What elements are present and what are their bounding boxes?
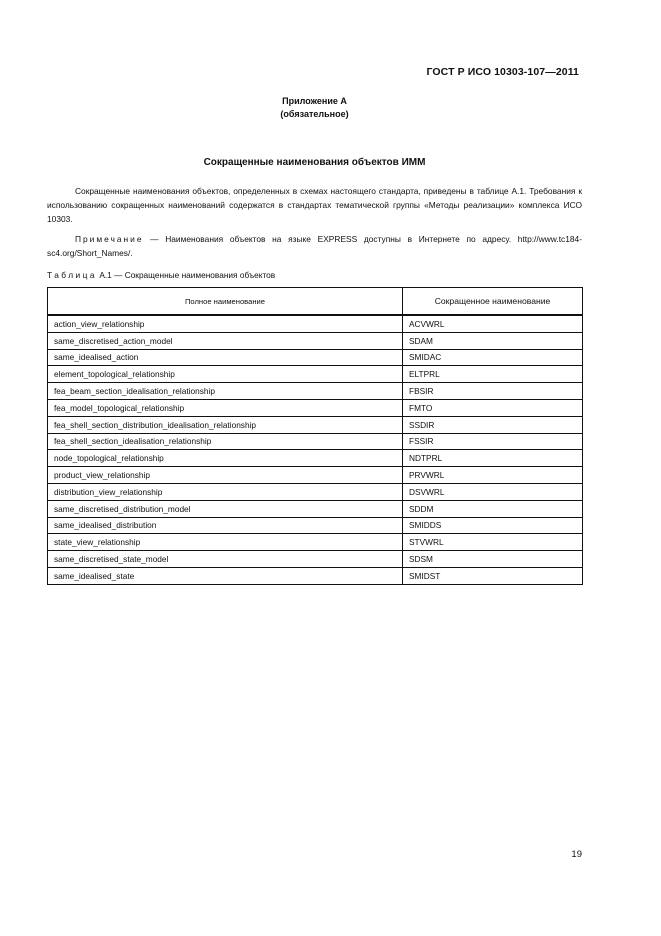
table-caption-label: Таблица: [47, 270, 98, 280]
cell-full-name: distribution_view_relationship: [48, 483, 403, 500]
table-caption-text: А.1 — Сокращенные наименования объектов: [99, 270, 276, 280]
table-row: [48, 517, 583, 534]
cell-full-name: same_idealised_distribution: [48, 517, 403, 534]
cell-short-name: PRVWRL: [403, 467, 583, 484]
cell-full-name: element_topological_relationship: [48, 366, 403, 383]
cell-full-name: same_discretised_distribution_model: [48, 500, 403, 517]
table-row: [48, 467, 583, 484]
cell-short-name: FSSIR: [403, 433, 583, 450]
table-row: [48, 315, 583, 332]
cell-short-name: SDAM: [403, 332, 583, 349]
short-names-table: [47, 287, 583, 585]
header-full-name: Полное наименование: [48, 288, 403, 316]
table-row: [48, 433, 583, 450]
table-row: [48, 483, 583, 500]
table-row: [48, 383, 583, 400]
cell-full-name: fea_model_topological_relationship: [48, 399, 403, 416]
cell-short-name: SDDM: [403, 500, 583, 517]
intro-paragraph-text: Сокращенные наименования объектов, определенных в схемах настоящего стандарта, приведены в таблице А.1. Требования к использованию сокращенных наименований содержатся в стандартах тематической группы «Методы реализации» комплекса ИСО 10303.: [47, 186, 582, 224]
cell-full-name: same_discretised_state_model: [48, 551, 403, 568]
document-code: ГОСТ Р ИСО 10303-107—2011: [426, 66, 579, 78]
intro-paragraph: [47, 184, 582, 226]
cell-full-name: fea_shell_section_distribution_idealisation_relationship: [48, 416, 403, 433]
table-row: [48, 332, 583, 349]
cell-short-name: SSDIR: [403, 416, 583, 433]
table-row: [48, 399, 583, 416]
note-text: — Наименования объектов на языке EXPRESS доступны в Интернете по адресу. http://www.tc184-sc4.org/Short_Names/.: [47, 234, 582, 258]
cell-full-name: fea_shell_section_idealisation_relationship: [48, 433, 403, 450]
note-label: Примечание: [75, 234, 144, 244]
cell-full-name: product_view_relationship: [48, 467, 403, 484]
table-header-row: [48, 288, 583, 316]
cell-short-name: SMIDDS: [403, 517, 583, 534]
cell-short-name: ELTPRL: [403, 366, 583, 383]
note-paragraph: [47, 232, 582, 260]
table-row: [48, 416, 583, 433]
section-heading: Сокращенные наименования объектов ИММ: [203, 157, 426, 168]
cell-short-name: SMIDST: [403, 567, 583, 584]
table-row: [48, 450, 583, 467]
cell-full-name: state_view_relationship: [48, 534, 403, 551]
cell-short-name: ACVWRL: [403, 315, 583, 332]
appendix-status: (обязательное): [280, 109, 349, 119]
cell-full-name: node_topological_relationship: [48, 450, 403, 467]
table-row: [48, 500, 583, 517]
cell-full-name: same_discretised_action_model: [48, 332, 403, 349]
cell-short-name: DSVWRL: [403, 483, 583, 500]
cell-full-name: same_idealised_action: [48, 349, 403, 366]
cell-short-name: FMTO: [403, 399, 583, 416]
header-short-name: Сокращенное наименование: [403, 288, 583, 316]
cell-short-name: NDTPRL: [403, 450, 583, 467]
cell-short-name: FBSIR: [403, 383, 583, 400]
table-row: [48, 534, 583, 551]
cell-full-name: same_idealised_state: [48, 567, 403, 584]
cell-full-name: fea_beam_section_idealisation_relationship: [48, 383, 403, 400]
appendix-title: Приложение А: [282, 96, 347, 106]
table-caption: [47, 270, 275, 280]
table-row: [48, 567, 583, 584]
cell-short-name: STVWRL: [403, 534, 583, 551]
table-row: [48, 551, 583, 568]
cell-short-name: SDSM: [403, 551, 583, 568]
cell-short-name: SMIDAC: [403, 349, 583, 366]
page-number: 19: [571, 849, 582, 860]
table-row: [48, 366, 583, 383]
table-row: [48, 349, 583, 366]
cell-full-name: action_view_relationship: [48, 315, 403, 332]
